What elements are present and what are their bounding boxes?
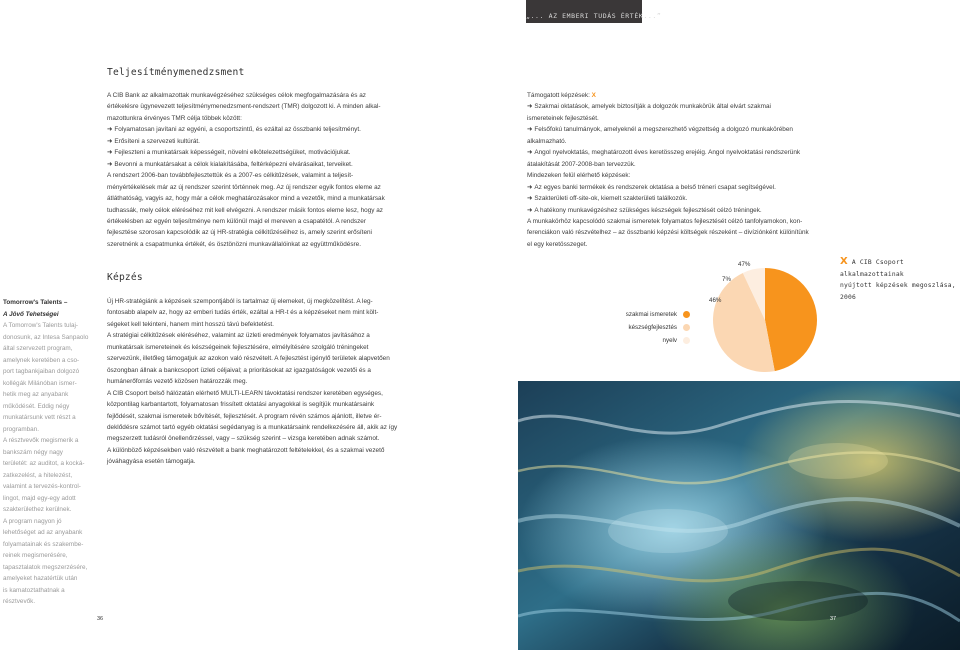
bullet-item xyxy=(527,193,837,204)
arrow-right-icon: ➜ xyxy=(527,148,533,157)
bullet-item xyxy=(527,147,837,158)
text-line: fontosabb alapelv az, hogy az emberi tudás érték, ezáltal a HR-t és a képzéseket nem mint költ- xyxy=(107,309,379,317)
performance-section-title: Teljesítménymenedzsment xyxy=(107,67,245,78)
text-line: ferenciákon való részvételhez – az összbanki képzési költségek részeként – divíziónként különítünk xyxy=(527,229,809,237)
pie-value-label-skills: 46% xyxy=(709,297,722,304)
bullet-item xyxy=(107,159,407,170)
abstract-water-photo xyxy=(518,381,960,650)
legend-swatch-language xyxy=(683,337,690,344)
text-line: A rendszert 2006-ban továbbfejlesztettük és a 2007-es célkitűzések, valamint a teljesít- xyxy=(107,172,354,180)
sidebar-line: hetik meg az anyabank xyxy=(3,391,69,398)
text-line: Mindezeken felül elérhető képzések: xyxy=(527,172,631,180)
sidebar-line: A program nagyon jó xyxy=(3,517,62,525)
text-line: fejlődését, szakmai ismereteik bővítését, fejlesztését. A program révén számos ajánlott, illetve ér- xyxy=(107,412,382,420)
sidebar-line: résztvevők. xyxy=(3,598,36,605)
text-line: átláthatóság, vagyis az, hogy már a célok meghatározásakor mind a vezetők, mind a munkatársak xyxy=(107,195,385,203)
abstract-water-image xyxy=(518,381,960,650)
page-number-left: 36 xyxy=(97,616,104,622)
text-line: A munkakörhöz kapcsolódó szakmai ismeretek folyamatos fejlesztését célzó tanfolyamokon, kon- xyxy=(527,217,803,225)
text-line: Új HR-stratégiánk a képzések szempontjából is tartalmaz új elemeket, új megközelítést. A leg- xyxy=(107,298,373,305)
text-line: jóváhagyása esetén támogatja. xyxy=(107,458,196,466)
text-line: értékelésben az egyén teljesítménye nem különül majd el mereven a csapatétól. A rendszer xyxy=(107,217,366,225)
x-mark-icon: X xyxy=(840,256,848,267)
arrow-right-icon: ➜ xyxy=(107,148,113,157)
bullet-text: Erősíteni a szervezeti kultúrát. xyxy=(114,137,200,145)
text-line: ményértékelések már az új rendszer szerint történnek meg. Az új rendszer egyik fontos eleme az xyxy=(107,183,381,191)
sidebar-line: valamint a tervezés-kontrol- xyxy=(3,483,81,490)
arrow-right-icon: ➜ xyxy=(107,125,113,134)
sidebar-tomorrows-talents xyxy=(3,297,95,608)
bullet-item xyxy=(107,147,407,158)
sidebar-line: lehetőséget ad az anyabank xyxy=(3,529,83,536)
text-line: mazottunkra érvényes TMR célja többek között: xyxy=(107,114,242,122)
arrow-right-icon: ➜ xyxy=(527,194,533,203)
sidebar-line: által szervezett program, xyxy=(3,345,73,352)
pie-value-label-language: 7% xyxy=(722,276,731,283)
sidebar-line: területét: az auditot, a kocká- xyxy=(3,460,85,467)
training-section-title: Képzés xyxy=(107,272,143,283)
legend-swatch-skills xyxy=(683,324,690,331)
bullet-item xyxy=(527,182,837,193)
text-line: központilag karbantartott, folyamatosan frissített oktatási anyagokkal is segítjük munkatársaink xyxy=(107,401,375,409)
bullet-text: Folyamatosan javítani az egyéni, a csoportszintű, és ezáltal az összbanki teljesítményt. xyxy=(114,126,361,134)
page-number-right: 37 xyxy=(830,616,837,622)
supported-trainings-text xyxy=(527,90,837,250)
bullet-text: Felsőfokú tanulmányok, amelyeknél a megszerezhető végzettség a dolgozó munkakörében xyxy=(534,126,793,134)
bullet-text: A hatékony munkavégzéshez szükséges készségek fejlesztését célzó tréningek. xyxy=(534,206,762,214)
caption-line: 2006 xyxy=(840,293,856,301)
legend-swatch-professional xyxy=(683,311,690,318)
text-line: ismereteinek fejlesztését. xyxy=(527,114,599,122)
sidebar-line: is kamatoztathatnak a xyxy=(3,586,65,594)
sidebar-line: amelyeket hazatértük után xyxy=(3,575,78,582)
text-line xyxy=(527,90,837,101)
training-distribution-pie-chart xyxy=(690,250,840,390)
sidebar-line: bankszám négy nagy xyxy=(3,448,63,456)
legend-label-professional: szakmai ismeretek xyxy=(625,311,677,318)
performance-text xyxy=(107,90,407,250)
text-line: deklődésre számot tartó egyéb oktatási segédanyag is a munkatársaink rendelkezésére áll, akik az így xyxy=(107,423,398,431)
sidebar-line: port tagbankjaiban dolgozó xyxy=(3,368,80,375)
sidebar-heading: Tomorrow's Talents – xyxy=(3,299,68,306)
text-line: megszerzett tudásról önellenőrzéssel, vagy – szükség szerint – vizsga keretében adnak számot. xyxy=(107,435,380,443)
sidebar-line: tapasztalatok megszerzésére, xyxy=(3,563,88,571)
arrow-right-icon: ➜ xyxy=(527,125,533,134)
chapter-banner: „... AZ EMBERI TUDÁS ÉRTÉK...” xyxy=(526,0,642,23)
bullet-item xyxy=(527,205,837,216)
sidebar-line: munkatársunk vett részt a xyxy=(3,414,76,421)
text-line: fejlesztése szorosan kapcsolódik az új HR-stratégia célkitűzéséihez is, amely szerint erősíteni xyxy=(107,229,372,237)
legend-label-language: nyelv xyxy=(662,337,677,344)
bullet-item xyxy=(107,136,407,147)
text-line: A stratégiai célkitűzések eléréséhez, valamint az üzleti eredmények folyamatos javításához a xyxy=(107,332,370,340)
text-line: humánerőforrás vezető közösen határozzák meg. xyxy=(107,378,248,386)
text-line: A CIB Bank az alkalmazottak munkavégzéséhez szükséges célok megfogalmazására és az xyxy=(107,92,366,99)
text-line: szeretnénk a csapatmunka értékét, és ösztönözni munkavállalóinkat az együttműködésre. xyxy=(107,240,361,248)
text-line: tudhassák, mely célok eléréséhez mit kell elvégezni. A rendszer másik fontos eleme lesz, hogy az xyxy=(107,206,383,214)
training-text xyxy=(107,296,412,468)
caption-line: A CIB Csoport alkalmazottainak xyxy=(840,259,904,278)
sidebar-line: folyamatainak és szakembe- xyxy=(3,540,84,548)
caption-line: nyújtott képzések megoszlása, xyxy=(840,282,956,290)
text-line: átalakítását 2007-2008-ban tervezzük. xyxy=(527,160,636,168)
text-line: A különböző képzésekben való részvételt a bank meghatározott feltételekkel, és a szakmai vezető xyxy=(107,446,385,454)
arrow-right-icon: ➜ xyxy=(107,136,113,145)
arrow-right-icon: ➜ xyxy=(527,102,533,111)
text-line: szervezünk, illetőleg támogatjuk az azokon való részvételt. A fejlesztést igénylő területek alapvetően xyxy=(107,355,390,363)
sidebar-line: reinek megismerésére, xyxy=(3,552,68,559)
text-line: A CIB Csoport belső hálózatán elérhető MULTI-LEARN távoktatási rendszer keretében egységes, xyxy=(107,389,383,397)
sidebar-line: amelynek keretében a cso- xyxy=(3,356,80,364)
sidebar-line: szakterülethez kerülnek. xyxy=(3,506,72,513)
text-line: munkatársak ismereteinek és készségeinek fejlesztésére, elmélyítésére szolgáló tréningeket xyxy=(107,343,369,351)
bullet-text: Fejleszteni a munkatársak képességeit, növelni elkötelezettségüket, motivációjukat. xyxy=(114,149,351,157)
bullet-item xyxy=(527,101,837,112)
text-span: Támogatott képzések: xyxy=(527,92,590,99)
sidebar-line: működését. Eddig négy xyxy=(3,402,70,410)
sidebar-line: A résztvevők megismerik a xyxy=(3,437,79,444)
bullet-item xyxy=(527,124,837,135)
legend-label-skills: készségfejlesztés xyxy=(628,324,677,331)
text-line: el egy keretösszeget. xyxy=(527,240,588,248)
bullet-text: Az egyes banki termékek és rendszerek oktatása a belső tréneri csapat segítségével. xyxy=(534,183,776,191)
bullet-text: Bevonni a munkatársakat a célok kialakításába, feltérképezni elvárásaikat, terveiket. xyxy=(114,160,353,168)
sidebar-line: kollégák Milánóban ismer- xyxy=(3,379,77,387)
bullet-text: Szakterületi off-site-ok, kiemelt szakterületi találkozók. xyxy=(534,195,688,203)
text-line: öszongban állnak a bankcsoport üzleti céljaival; a prioritásokat az igazgatóságok vezetői és a xyxy=(107,366,371,374)
sidebar-line: programban. xyxy=(3,425,39,433)
arrow-right-icon: ➜ xyxy=(527,182,533,191)
text-line: ségeket kell tekinteni, hanem mint hosszú távú befektetést. xyxy=(107,320,274,328)
sidebar-line: donosunk, az Intesa Sanpaolo xyxy=(3,333,89,341)
bullet-text: Szakmai oktatások, amelyek biztosítják a dolgozók munkakörük által elvárt szakmai xyxy=(534,103,771,111)
bullet-text: Angol nyelvoktatás, meghatározott éves keretösszeg erejéig. Angol nyelvoktatási rendszerünk xyxy=(534,149,801,157)
sidebar-subheading: A Jövő Tehetségei xyxy=(3,310,59,318)
sidebar-line: A Tomorrow's Talents tulaj- xyxy=(3,322,79,329)
pie-value-label-professional: 47% xyxy=(738,261,751,268)
bullet-item xyxy=(107,124,407,135)
text-line: értékelésre ügynevezett teljesítménymenedzsment-rendszert (TMR) dolgozott ki. A minden alkal- xyxy=(107,103,381,111)
text-line: alkalmazható. xyxy=(527,137,567,145)
x-mark-icon: X xyxy=(591,92,596,99)
pie-slice-professional xyxy=(765,268,817,371)
chart-caption xyxy=(840,256,958,303)
arrow-right-icon: ➜ xyxy=(527,205,533,214)
sidebar-line: lingot, majd egy-egy adott xyxy=(3,494,76,502)
arrow-right-icon: ➜ xyxy=(107,159,113,168)
sidebar-line: zatkezelést, a hitelezést, xyxy=(3,471,73,479)
